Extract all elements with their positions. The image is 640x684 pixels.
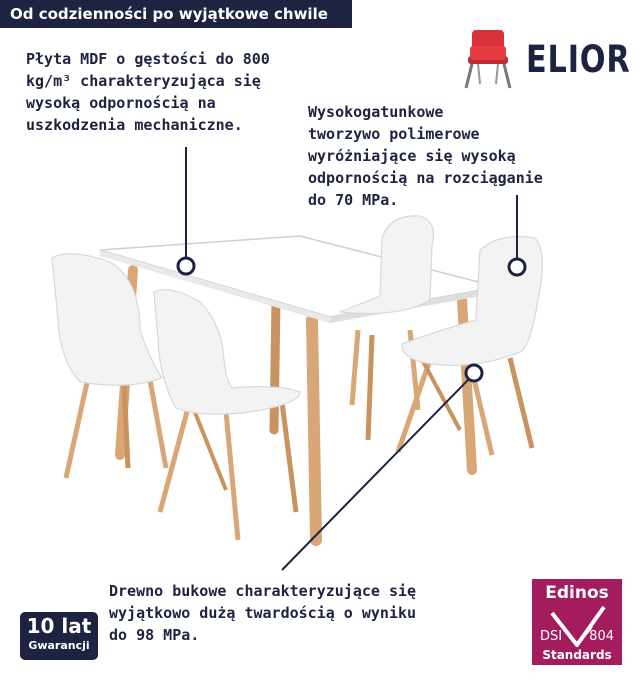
feature-wood-line: wyjątkowo dużą twardością o wyniku (109, 604, 417, 622)
feature-polymer-line: Wysokogatunkowe (308, 103, 444, 121)
feature-polymer-line: wyróżniające się wysoką (308, 147, 516, 165)
feature-mdf (26, 48, 270, 136)
feature-mdf-line: kg/m³ charakteryzująca się (26, 72, 261, 90)
certificate-label: Standards (542, 648, 612, 662)
feature-mdf-line: wysoką odpornością na (26, 94, 216, 112)
feature-mdf-line: uszkodzenia mechaniczne. (26, 116, 243, 134)
feature-wood (109, 580, 416, 646)
feature-polymer-line: odpornością na rozciąganie (308, 169, 543, 187)
chair-left (52, 254, 166, 478)
brand-name: ELIOR (526, 38, 631, 81)
certificate-right: 804 (589, 629, 614, 644)
feature-wood-line: Drewno bukowe charakteryzujące się (109, 582, 417, 600)
warranty-badge (20, 612, 98, 660)
feature-polymer (308, 101, 543, 211)
certificate-badge (532, 579, 622, 665)
feature-polymer-line: tworzywo polimerowe (308, 125, 480, 143)
feature-polymer-line: do 70 MPa. (308, 191, 399, 209)
feature-mdf-line: Płyta MDF o gęstości do 800 (26, 50, 270, 68)
warranty-label: Gwarancji (28, 639, 90, 652)
chair-logo-icon (458, 26, 518, 92)
banner: Od codzienności po wyjątkowe chwile (0, 0, 352, 28)
certificate-name: Edinos (545, 583, 609, 603)
warranty-years: 10 lat (26, 614, 92, 638)
brand-logo (458, 24, 631, 94)
feature-wood-line: do 98 MPa. (109, 626, 200, 644)
certificate-left: DSI (540, 629, 563, 644)
